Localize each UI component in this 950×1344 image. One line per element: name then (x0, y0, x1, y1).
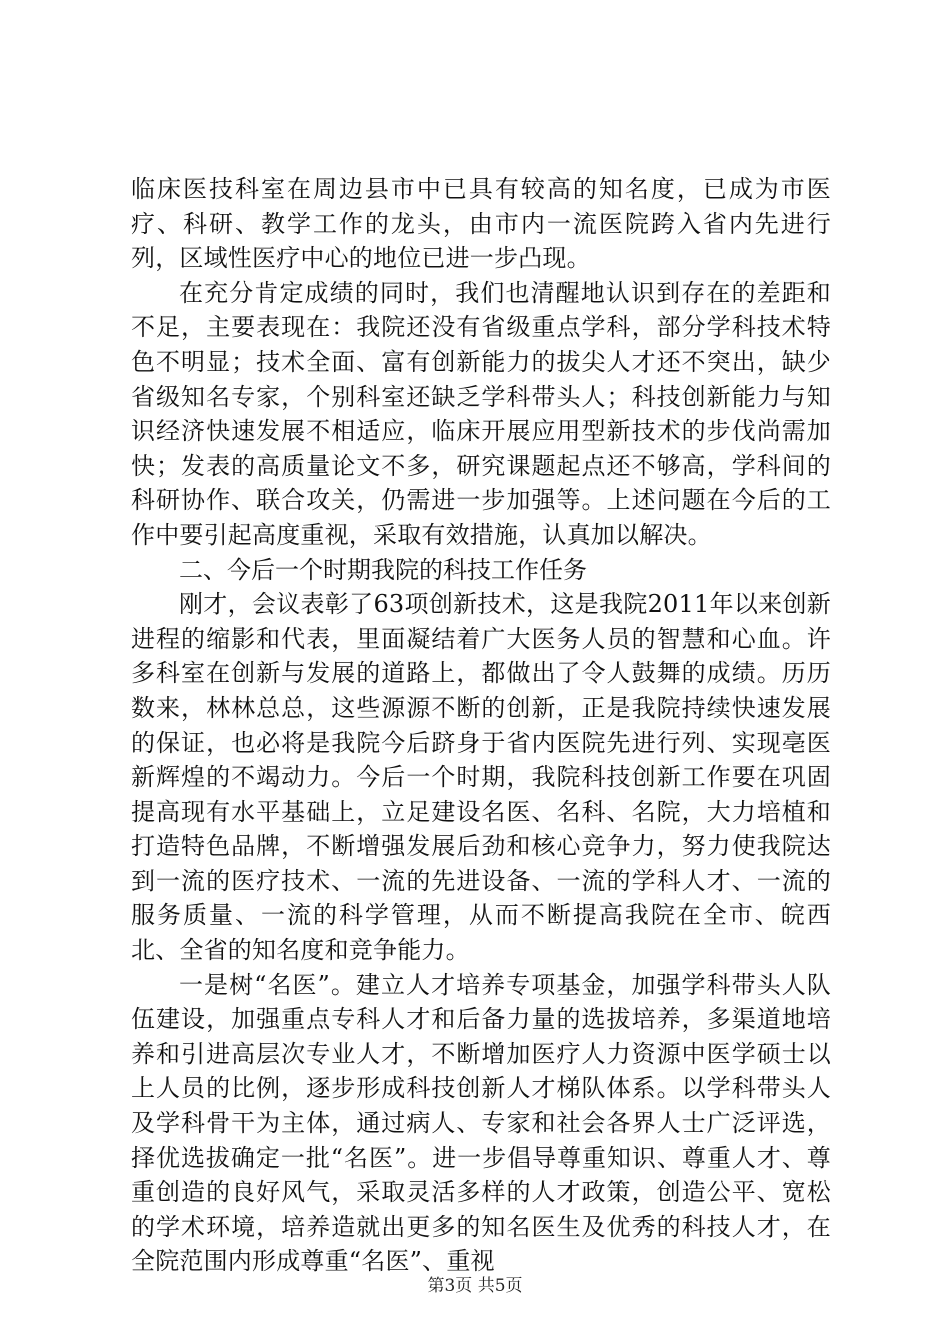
page-number-footer: 第3页 共5页 (427, 1276, 523, 1296)
document-body (131, 172, 831, 1279)
section-heading: 二、今后一个时期我院的科技工作任务 (179, 555, 587, 584)
paragraph-famous-doctors: 一是树“名医”。建立人才培养专项基金，加强学科带头人队伍建设，加强重点专科人才和后备力量的选拔培养，多渠道地培养和引进高层次专业人才，不断增加医疗人力资源中医学硕士以上人员的比例，逐步形成科技创新人才梯队体系。以学科带头人及学科骨干为主体，通过病人、专家和社会各界人士广泛评选，择优选拔确定一批“名医”。进一步倡导尊重知识、尊重人才、尊重创造的良好风气，采取灵活多样的人才政策，创造公平、宽松的学术环境，培养造就出更多的知名医生及优秀的科技人才，在全院范围内形成尊重“名医”、重视 (131, 970, 831, 1276)
paragraph-innovation: 刚才，会议表彰了63项创新技术，这是我院2011年以来创新进程的缩影和代表，里面凝结着广大医务人员的智慧和心血。许多科室在创新与发展的道路上，都做出了令人鼓舞的成绩。历历数来，林林总总，这些源源不断的创新，正是我院持续快速发展的保证，也必将是我院今后跻身于省内医院先进行列、实现亳医新辉煌的不竭动力。今后一个时期，我院科技创新工作要在巩固提高现有水平基础上，立足建设名医、名科、名院，大力培植和打造特色品牌，不断增强发展后劲和核心竞争力，努力使我院达到一流的医疗技术、一流的先进设备、一流的学科人才、一流的服务质量、一流的科学管理，从而不断提高我院在全市、皖西北、全省的知名度和竞争能力。 (131, 590, 831, 965)
paragraph-continuation: 临床医技科室在周边县市中已具有较高的知名度，已成为市医疗、科研、教学工作的龙头，由市内一流医院跨入省内先进行列，区域性医疗中心的地位已进一步凸现。 (131, 175, 831, 273)
paragraph-shortcomings: 在充分肯定成绩的同时，我们也清醒地认识到存在的差距和不足，主要表现在：我院还没有省级重点学科，部分学科技术特色不明显；技术全面、富有创新能力的拔尖人才还不突出，缺少省级知名专家，个别科室还缺乏学科带头人；科技创新能力与知识经济快速发展不相适应，临床开展应用型新技术的步伐尚需加快；发表的高质量论文不多，研究课题起点还不够高，学科间的科研协作、联合攻关，仍需进一步加强等。上述问题在今后的工作中要引起高度重视，采取有效措施，认真加以解决。 (131, 278, 831, 549)
